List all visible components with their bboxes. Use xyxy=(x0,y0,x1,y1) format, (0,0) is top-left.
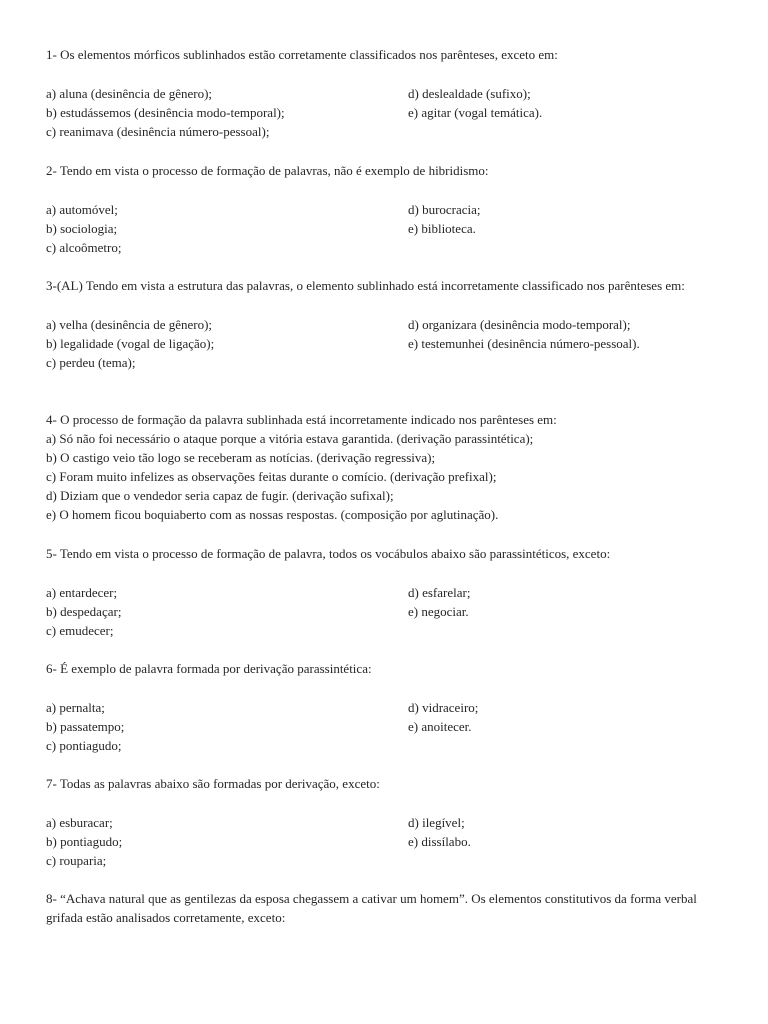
question-1-option-a: a) aluna (desinência de gênero); xyxy=(46,86,213,101)
question-1-row-2 xyxy=(46,103,726,122)
question-5-option-e: e) negociar. xyxy=(408,604,469,619)
question-7 xyxy=(46,774,726,870)
question-2-option-b: b) sociologia; xyxy=(46,221,118,236)
question-7-row-3 xyxy=(46,851,726,870)
question-4-option-b: b) O castigo veio tão logo se receberam as notícias. (derivação regressiva); xyxy=(46,450,436,465)
question-3-option-b: b) legalidade (vogal de ligação); xyxy=(46,336,215,351)
question-3-option-d: d) organizara (desinência modo-temporal); xyxy=(408,317,631,332)
question-1-option-e: e) agitar (vogal temática). xyxy=(408,105,543,120)
question-2-stem: 2- Tendo em vista o processo de formação de palavras, não é exemplo de hibridismo: xyxy=(46,163,489,178)
question-3-row-3 xyxy=(46,353,726,372)
question-4-option-e: e) O homem ficou boquiaberto com as nossas respostas. (composição por aglutinação). xyxy=(46,507,499,522)
question-4-option-c: c) Foram muito infelizes as observações feitas durante o comício. (derivação prefixal); xyxy=(46,469,497,484)
question-6-row-2 xyxy=(46,717,726,736)
question-3-stem: 3-(AL) Tendo em vista a estrutura das palavras, o elemento sublinhado está incorretamente classificado nos parênteses em: xyxy=(46,278,685,293)
question-3 xyxy=(46,276,726,372)
question-4 xyxy=(46,410,726,524)
question-6-option-a: a) pernalta; xyxy=(46,700,105,715)
question-1 xyxy=(46,45,726,141)
question-5-option-d: d) esfarelar; xyxy=(408,585,471,600)
question-3-option-e: e) testemunhei (desinência número-pessoal). xyxy=(408,336,640,351)
question-2 xyxy=(46,161,726,257)
question-1-option-b: b) estudássemos (desinência modo-temporal); xyxy=(46,105,285,120)
question-1-stem: 1- Os elementos mórficos sublinhados estão corretamente classificados nos parênteses, exceto em: xyxy=(46,47,558,62)
question-2-option-d: d) burocracia; xyxy=(408,202,481,217)
question-5-row-2 xyxy=(46,602,726,621)
question-5-row-3 xyxy=(46,621,726,640)
question-6-option-c: c) pontiagudo; xyxy=(46,738,122,753)
question-2-option-e: e) biblioteca. xyxy=(408,221,476,236)
question-7-option-e: e) dissílabo. xyxy=(408,834,471,849)
question-1-option-d: d) deslealdade (sufixo); xyxy=(408,86,531,101)
question-5-stem: 5- Tendo em vista o processo de formação de palavra, todos os vocábulos abaixo são parassintéticos, exceto: xyxy=(46,546,611,561)
question-6-option-e: e) anoitecer. xyxy=(408,719,472,734)
question-1-row-1 xyxy=(46,84,726,103)
question-7-stem: 7- Todas as palavras abaixo são formadas por derivação, exceto: xyxy=(46,776,380,791)
question-2-row-3 xyxy=(46,238,726,257)
question-4-option-d: d) Diziam que o vendedor seria capaz de fugir. (derivação sufixal); xyxy=(46,488,394,503)
question-6-stem: 6- É exemplo de palavra formada por derivação parassintética: xyxy=(46,661,372,676)
question-5 xyxy=(46,544,726,640)
question-3-option-a: a) velha (desinência de gênero); xyxy=(46,317,213,332)
question-8-stem: 8- “Achava natural que as gentilezas da esposa chegassem a cativar um homem”. Os elementos constitutivos da forma verbal grifada estão analisados corretamente, exceto: xyxy=(46,891,697,925)
question-6-option-b: b) passatempo; xyxy=(46,719,125,734)
question-7-row-1 xyxy=(46,813,726,832)
question-7-option-a: a) esburacar; xyxy=(46,815,113,830)
question-3-option-c: c) perdeu (tema); xyxy=(46,355,136,370)
question-2-option-a: a) automóvel; xyxy=(46,202,118,217)
question-8 xyxy=(46,889,726,927)
question-3-row-2 xyxy=(46,334,726,353)
question-1-row-3 xyxy=(46,122,726,141)
question-6-option-d: d) vidraceiro; xyxy=(408,700,479,715)
question-7-option-c: c) rouparia; xyxy=(46,853,107,868)
question-5-option-a: a) entardecer; xyxy=(46,585,118,600)
question-7-option-d: d) ilegível; xyxy=(408,815,465,830)
question-6-row-3 xyxy=(46,736,726,755)
question-3-row-1 xyxy=(46,315,726,334)
question-4-option-a: a) Só não foi necessário o ataque porque a vitória estava garantida. (derivação parassintética); xyxy=(46,431,534,446)
question-7-option-b: b) pontiagudo; xyxy=(46,834,123,849)
question-7-row-2 xyxy=(46,832,726,851)
question-6 xyxy=(46,659,726,755)
question-5-option-b: b) despedaçar; xyxy=(46,604,122,619)
question-4-stem: 4- O processo de formação da palavra sublinhada está incorretamente indicado nos parênteses em: xyxy=(46,412,557,427)
question-5-option-c: c) emudecer; xyxy=(46,623,114,638)
question-5-row-1 xyxy=(46,583,726,602)
question-2-row-2 xyxy=(46,219,726,238)
question-2-option-c: c) alcoômetro; xyxy=(46,240,122,255)
question-2-row-1 xyxy=(46,200,726,219)
question-6-row-1 xyxy=(46,698,726,717)
question-1-option-c: c) reanimava (desinência número-pessoal); xyxy=(46,124,270,139)
